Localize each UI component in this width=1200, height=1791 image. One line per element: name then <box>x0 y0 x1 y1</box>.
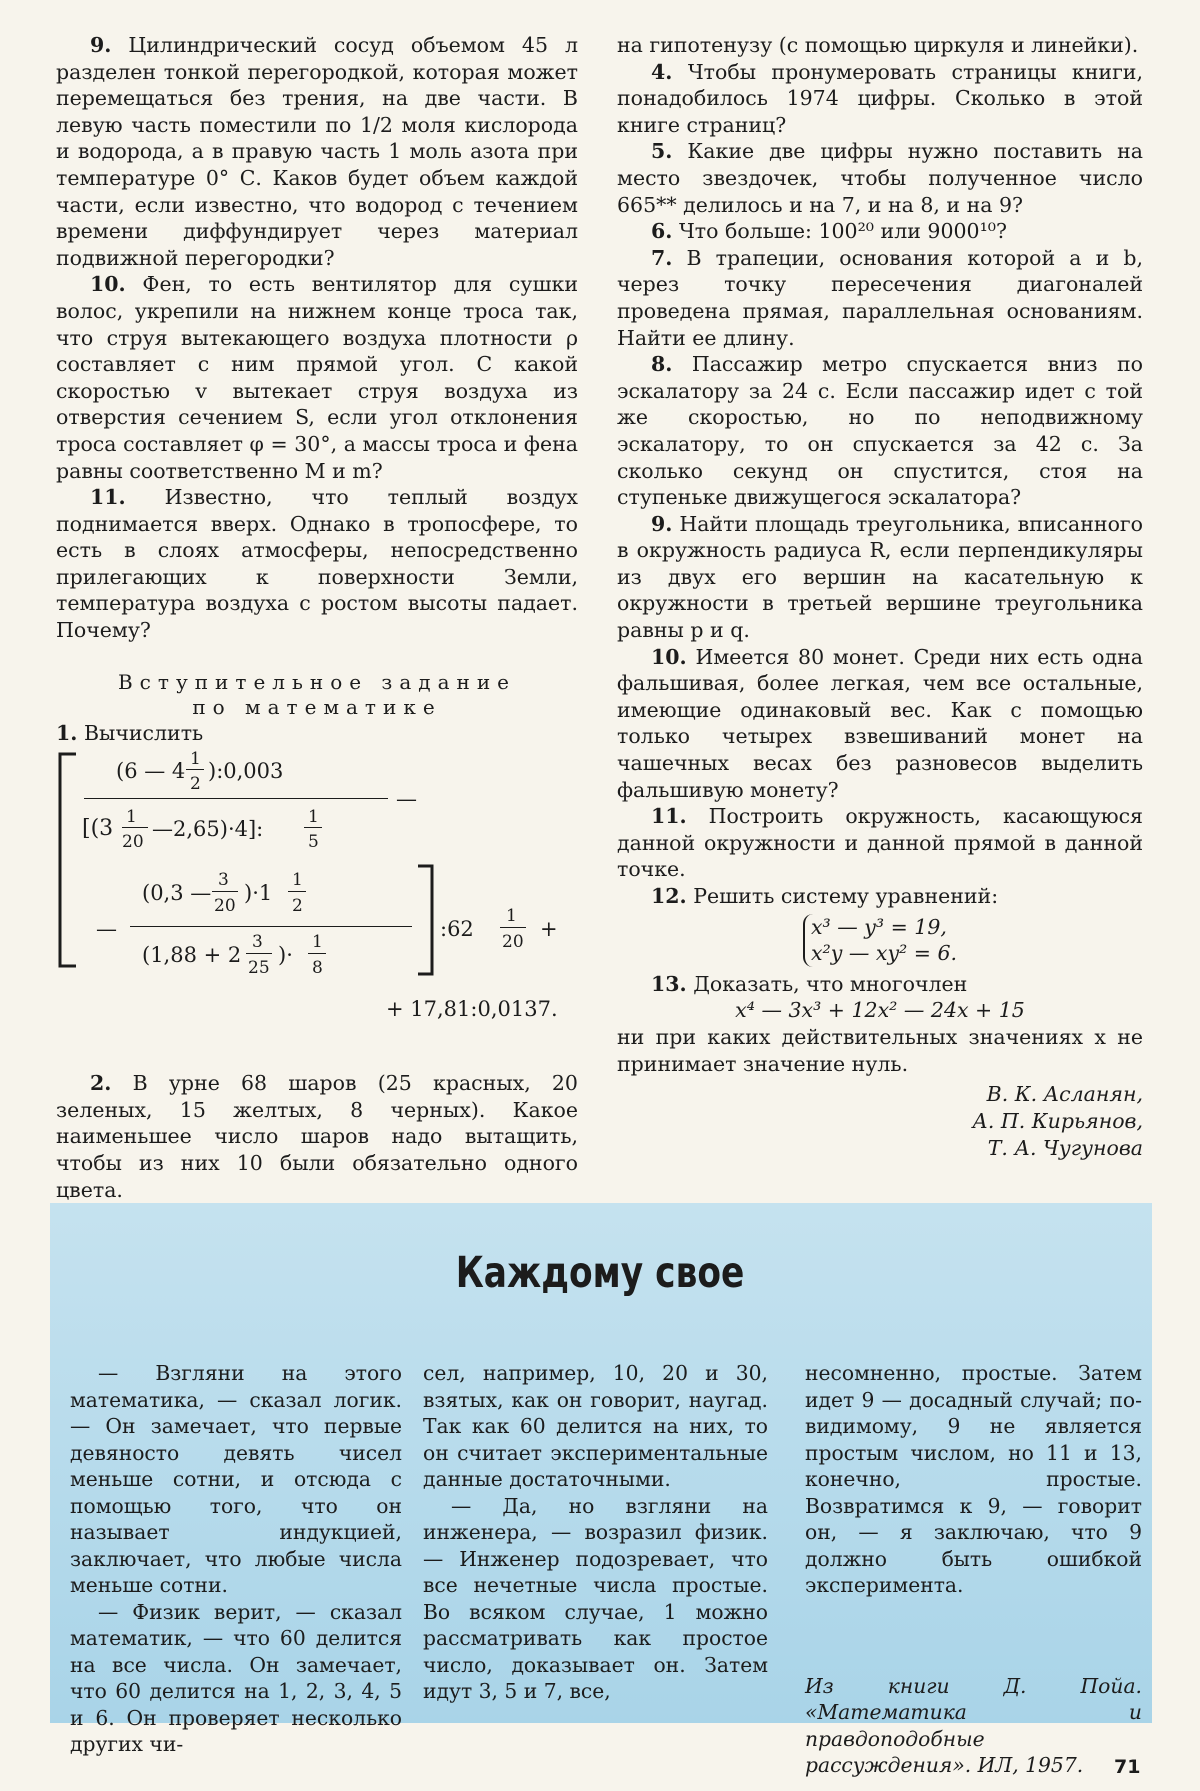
system-line-1: x³ — y³ = 19, <box>810 914 947 939</box>
math-problem-11: 11. Построить окружность, касающуюся данной окружности и данной прямой в данной точке. <box>617 804 1143 882</box>
box-paragraph: — Да, но взгляни на инженера, — возразил физик. — Инженер подозревает, что все нечетные числа простые. Во всяком случае, 1 можно рассматривать как простое число, доказывает он. Затем идут 3, 5 и 7, все, <box>423 1493 768 1703</box>
formula-fracbar <box>122 827 148 828</box>
authors <box>617 1081 1143 1162</box>
formula-n2-frac2-num: 1 <box>292 870 303 891</box>
formula-d2-frac2-num: 1 <box>312 932 323 953</box>
formula-n1-tail: ):0,003 <box>208 759 284 784</box>
math-problem-6: 6. Что больше: 100²⁰ или 9000¹⁰? <box>651 219 1008 244</box>
math-problem-9: 9. Найти площадь треугольника, вписанного в окружность радиуса R, если перпендикуляры из двух его вершин на касательную к окружности в третьей вершине треугольника равны p и q. <box>617 511 1143 643</box>
right-column <box>617 32 1143 1162</box>
math-problem-13-tail: ни при каких действительных значениях x не принимает значение нуль. <box>617 1024 1143 1076</box>
math-problem-3-continued: на гипотенузу (с помощью циркуля и линейки). <box>617 33 1139 57</box>
formula-d2-frac-den: 25 <box>248 958 270 979</box>
formula-n1-frac-num: 1 <box>190 749 201 770</box>
box-column-3 <box>805 1360 1142 1779</box>
formula-d1: [(3 <box>82 816 114 842</box>
formula-tail1-frac-num: 1 <box>506 906 517 927</box>
formula-main-bar-2 <box>130 926 412 927</box>
formula-n1-frac-den: 2 <box>190 774 201 795</box>
math-problem-10: 10. Имеется 80 монет. Среди них есть одна фальшивая, более легкая, чем все остальные, имеющие одинаковый вес. Как с помощью только четырех взвешиваний монет на чашечных весах без разновесов выделить фальшивую монету? <box>617 644 1143 802</box>
formula-tail2: + 17,81:0,0137. <box>386 997 558 1022</box>
math-problem-4: 4. Чтобы пронумеровать страницы книги, понадобилось 1974 цифры. Сколько в этой книге страниц? <box>617 59 1143 137</box>
formula-fracbar <box>186 769 204 770</box>
problem-9-physics: 9. Цилиндрический сосуд объемом 45 л разделен тонкой перегородкой, которая может перемещаться без трения, на две части. В левую часть поместили по 1/2 моля кислорода и водорода, а в правую часть 1 моль азота при температуре 0° С. Каков будет объем каждой части, если известно, что водород с течением времени диффундирует через материал подвижной перегородки? <box>56 33 578 270</box>
formula-main-bar-1 <box>84 798 388 799</box>
formula-d1-mid: —2,65)·4]: <box>152 817 264 842</box>
formula-d2: (1,88 + 2 <box>142 943 242 968</box>
left-column <box>56 32 578 1256</box>
formula-n1: (6 — 4 <box>116 759 186 784</box>
formula-d2-frac2-den: 8 <box>312 958 323 979</box>
formula-fracbar <box>212 891 238 892</box>
page-number: 71 <box>1114 1756 1141 1778</box>
math-problem-12: 12. Решить систему уравнений: <box>651 884 999 908</box>
formula-d1-frac2-num: 1 <box>308 807 319 828</box>
formula-tail1: :62 <box>440 917 474 942</box>
box-column-2 <box>423 1360 768 1705</box>
formula-minus-1: — <box>396 787 417 812</box>
box-paragraph: сел, например, 10, 20 и 30, взятых, как он говорит, наугад. Так как 60 делится на них, то он считает экспериментальные данные достаточными. <box>423 1361 768 1491</box>
formula-minus-2: — <box>96 917 117 942</box>
math-problem-5: 5. Какие две цифры нужно поставить на место звездочек, чтобы полученное число 665** делилось и на 7, и на 8, и на 9? <box>617 139 1143 217</box>
formula-d1-frac-den: 20 <box>122 832 144 853</box>
math-problem-8: 8. Пассажир метро спускается вниз по эскалатору за 24 с. Если пассажир идет с той же скоростью, но по неподвижному эскалатору, то он спускается за 42 с. За сколько секунд он спустится, стоя на ступеньке движущегося эскалатора? <box>617 352 1143 510</box>
formula <box>56 746 578 1070</box>
author-1: В. К. Асланян, <box>986 1082 1143 1107</box>
formula-n2-frac-num: 3 <box>218 870 229 891</box>
box-paragraph: несомненно, простые. Затем идет 9 — досадный случай; по-видимому, 9 не является простым числом, но 11 и 13, конечно, простые. Возвратимся к 9, — говорит он, — я заключаю, что 9 должно быть ошибкой эксперимента. <box>805 1361 1142 1597</box>
box-column-1 <box>70 1360 402 1758</box>
formula-fracbar <box>308 953 326 954</box>
problem-11-physics: 11. Известно, что теплый воздух поднимается вверх. Однако в тропосфере, то есть в слоях атмосферы, непосредственно прилегающих к поверхности Земли, температура воздуха с ростом высоты падает. Почему? <box>56 485 578 643</box>
formula-n2-frac-den: 20 <box>214 896 236 917</box>
formula-d1-frac2-den: 5 <box>308 832 319 853</box>
box-paragraph: — Физик верит, — сказал математик, — что 60 делится на все числа. Он замечает, что 60 делится на 1, 2, 3, 4, 5 и 6. Он проверяет несколько других чи- <box>70 1599 402 1756</box>
formula-d2-mid: )· <box>278 943 293 968</box>
formula-fracbar <box>246 953 272 954</box>
system-line-2: x²y — xy² = 6. <box>810 941 958 966</box>
equation-system <box>617 914 1143 967</box>
formula-d1-frac-num: 1 <box>126 807 137 828</box>
formula-n2-frac2-den: 2 <box>292 896 303 917</box>
box-title: Каждому свое <box>455 1248 745 1298</box>
author-2: А. П. Кирьянов, <box>972 1109 1143 1134</box>
formula-tail1-frac-den: 20 <box>502 932 524 953</box>
math-problem-13: 13. Доказать, что многочлен <box>651 971 968 996</box>
formula-tail1-plus: + <box>540 917 558 942</box>
formula-n2-mid: )·1 <box>244 881 273 906</box>
left-bracket-icon <box>56 752 80 968</box>
formula-fracbar <box>288 891 306 892</box>
polynomial: x⁴ — 3x³ + 12x² — 24x + 15 <box>735 998 1025 1023</box>
formula-n2: (0,3 — <box>142 881 212 906</box>
box-paragraph: — Взгляни на этого математика, — сказал логик. — Он замечает, что первые девяносто девять чисел меньше сотни, и отсюда с помощью того, что он называет индукцией, заключает, что любые числа меньше сотни. <box>70 1361 402 1597</box>
formula-fracbar <box>500 927 526 928</box>
math-problem-2: 2. В урне 68 шаров (25 красных, 20 зеленых, 15 желтых, 8 черных). Какое наименьшее число шаров надо вытащить, чтобы из них 10 были обязательно одного цвета. <box>56 1071 578 1202</box>
math-problem-7: 7. В трапеции, основания которой a и b, через точку пересечения диагоналей проведена прямая, параллельная основаниям. Найти ее длину. <box>617 245 1143 350</box>
formula-fracbar <box>304 827 322 828</box>
section-heading: Вступительное задание <box>117 669 516 694</box>
formula-d2-frac-num: 3 <box>252 932 263 953</box>
right-bracket-icon <box>416 864 436 976</box>
box-source: Из книги Д. Пойа. «Математика и правдоподобные рассуждения». ИЛ, 1957. <box>805 1673 1142 1777</box>
author-3: Т. А. Чугунова <box>987 1136 1143 1161</box>
math-problem-1: 1. Вычислить <box>56 720 204 745</box>
problem-10-physics: 10. Фен, то есть вентилятор для сушки волос, укрепили на нижнем конце троса так, что струя вытекающего воздуха плотности ρ составляет с ним прямой угол. С какой скоростью v вытекает струя воздуха из отверстия сечением S, если угол отклонения троса составляет φ = 30°, а массы троса и фена равны соответственно M и m? <box>56 272 578 483</box>
section-heading-2: по математике <box>192 694 442 719</box>
